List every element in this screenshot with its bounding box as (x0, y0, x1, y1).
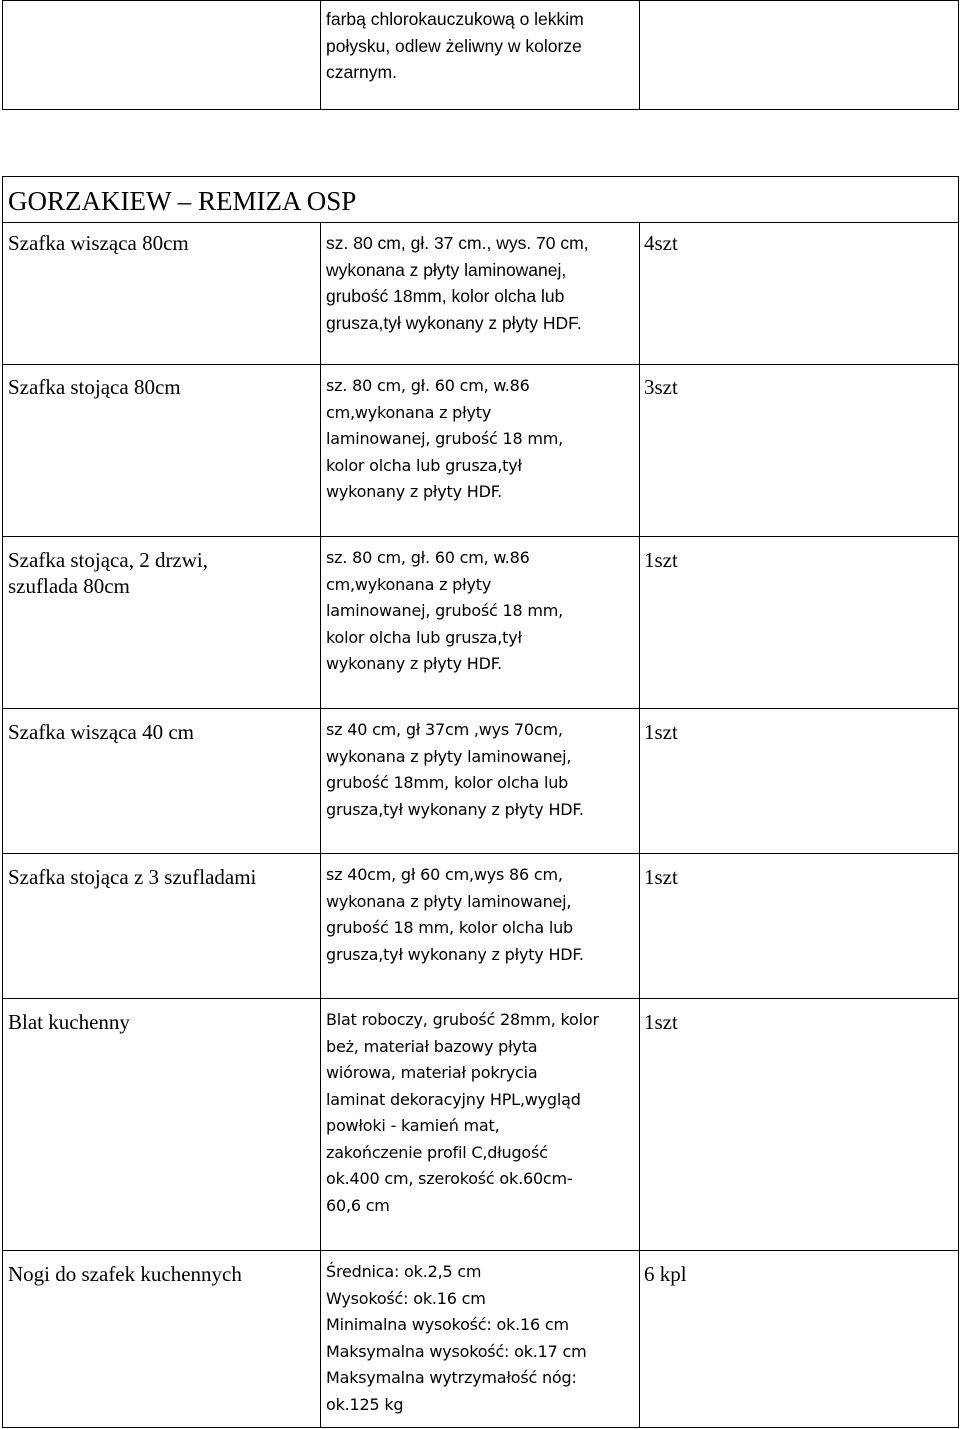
description-line: wykonana z płyty laminowanej, (326, 746, 572, 766)
description-line: beż, materiał bazowy płyta (326, 1036, 538, 1056)
table-border (2, 0, 959, 1)
description-line: grusza,tył wykonany z płyty HDF. (326, 799, 584, 819)
row-divider (2, 222, 959, 223)
description-line: kolor olcha lub grusza,tył (326, 627, 522, 647)
item-name (8, 1009, 130, 1035)
row-divider (2, 536, 959, 537)
item-name-line: Szafka stojąca z 3 szufladami (8, 865, 257, 889)
description-line: Minimalna wysokość: ok.16 cm (326, 1315, 569, 1334)
row-divider (2, 853, 959, 854)
item-name-line: Szafka stojąca 80cm (8, 375, 181, 399)
description-line: Maksymalna wytrzymałość nóg: (326, 1368, 577, 1387)
item-description (326, 545, 563, 678)
top-row-description (326, 6, 584, 86)
item-name (8, 864, 256, 890)
specification-table (2, 0, 959, 1428)
item-quantity: 1szt (644, 1010, 678, 1034)
description-line: kolor olcha lub grusza,tył (326, 455, 522, 475)
section-title: GORZAKIEW – REMIZA OSP (8, 186, 357, 216)
column-divider (958, 176, 959, 223)
description-line: laminowanej, grubość 18 mm, (326, 601, 564, 620)
item-name-line: Szafka wisząca 80cm (8, 231, 189, 255)
description-line: zakończenie profil C,długość (326, 1142, 548, 1162)
column-divider (2, 222, 3, 1428)
description-line: cm,wykonana z płyty (326, 574, 492, 594)
description-line: sz. 80 cm, gł. 60 cm, w.86 (326, 376, 530, 395)
row-divider (2, 109, 959, 110)
item-name-line: Szafka stojąca, 2 drzwi, (8, 548, 209, 572)
description-line: grubość 18 mm, kolor olcha lub (326, 918, 574, 937)
table-border (2, 1427, 959, 1428)
description-line: czarnym. (326, 62, 397, 82)
description-line: wykonana z płyty laminowanej, (326, 259, 567, 280)
description-line: cm,wykonana z płyty (326, 402, 492, 422)
item-name-line: Blat kuchenny (8, 1010, 130, 1034)
row-divider (2, 998, 959, 999)
item-name (8, 230, 189, 256)
column-divider (639, 0, 640, 110)
description-line: Średnica: ok.2,5 cm (326, 1262, 482, 1281)
description-line: ok.400 cm, szerokość ok.60cm- (326, 1169, 573, 1188)
description-line: laminowanej, grubość 18 mm, (326, 429, 564, 448)
row-divider (2, 364, 959, 365)
item-description (326, 230, 589, 336)
column-divider (320, 222, 321, 1428)
row-divider (2, 1250, 959, 1251)
column-divider (958, 0, 959, 110)
description-line: grusza,tył wykonany z płyty HDF. (326, 312, 582, 333)
description-line: grubość 18mm, kolor olcha lub (326, 773, 569, 792)
row-divider (2, 176, 959, 177)
description-line: laminat dekoracyjny HPL,wygląd (326, 1089, 581, 1109)
column-divider (958, 222, 959, 1428)
description-line: sz. 80 cm, gł. 60 cm, w.86 (326, 548, 530, 567)
item-quantity: 3szt (644, 375, 678, 399)
description-line: wykonany z płyty HDF. (326, 482, 503, 501)
item-quantity: 6 kpl (644, 1262, 687, 1286)
description-line: wykonany z płyty HDF. (326, 654, 503, 673)
description-line: farbą chlorokauczukową o lekkim (326, 9, 584, 29)
item-description (326, 1007, 599, 1219)
description-line: ok.125 kg (326, 1394, 404, 1414)
description-line: grusza,tył wykonany z płyty HDF. (326, 944, 584, 964)
item-name (8, 1261, 242, 1287)
description-line: 60,6 cm (326, 1195, 390, 1215)
description-line: sz 40cm, gł 60 cm,wys 86 cm, (326, 865, 563, 884)
description-line: wykonana z płyty laminowanej, (326, 891, 572, 911)
description-line: powłoki - kamień mat, (326, 1116, 500, 1135)
item-quantity: 1szt (644, 865, 678, 889)
description-line: wiórowa, materiał pokrycia (326, 1063, 538, 1082)
item-description (326, 717, 584, 823)
description-line: Wysokość: ok.16 cm (326, 1288, 486, 1308)
item-name (8, 547, 208, 599)
column-divider (2, 176, 3, 223)
item-quantity: 1szt (644, 548, 678, 572)
column-divider (320, 0, 321, 110)
column-divider (639, 222, 640, 1428)
item-name (8, 719, 194, 745)
item-quantity: 1szt (644, 720, 678, 744)
column-divider (2, 0, 3, 110)
item-quantity: 4szt (644, 231, 678, 255)
item-name-line: Szafka wisząca 40 cm (8, 720, 194, 744)
description-line: Maksymalna wysokość: ok.17 cm (326, 1341, 587, 1361)
item-name (8, 374, 181, 400)
item-description (326, 862, 584, 968)
item-description (326, 1259, 587, 1418)
item-description (326, 373, 563, 506)
description-line: Blat roboczy, grubość 28mm, kolor (326, 1010, 599, 1029)
description-line: grubość 18mm, kolor olcha lub (326, 286, 565, 306)
description-line: sz. 80 cm, gł. 37 cm., wys. 70 cm, (326, 233, 589, 253)
description-line: połysku, odlew żeliwny w kolorze (326, 35, 582, 56)
row-divider (2, 708, 959, 709)
item-name-line: szuflada 80cm (8, 574, 130, 598)
item-name-line: Nogi do szafek kuchennych (8, 1262, 242, 1286)
description-line: sz 40 cm, gł 37cm ,wys 70cm, (326, 720, 563, 739)
